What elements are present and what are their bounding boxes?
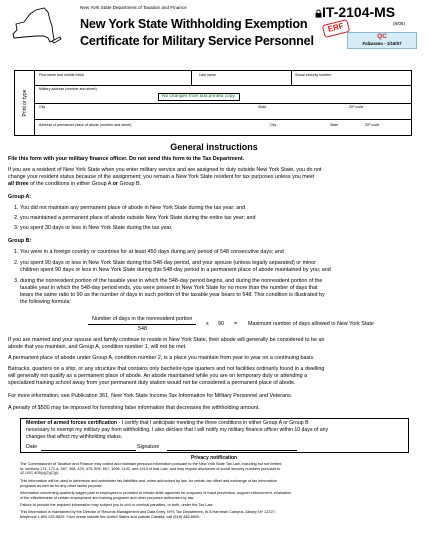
group-b-label: Group B: bbox=[8, 238, 32, 244]
abode-city-field[interactable]: City bbox=[270, 123, 277, 127]
b3-number: 3. bbox=[14, 278, 19, 284]
lock-icon bbox=[315, 9, 322, 18]
department-name: New York State Department of Taxation and Finance bbox=[80, 5, 187, 10]
formula-times: x bbox=[206, 321, 209, 327]
intro-line1: If you are a resident of New York State when you enter military service and are assigned to duty outside New York State, you do not bbox=[8, 167, 322, 173]
form-number: IT-2104-MS bbox=[322, 4, 396, 20]
print-or-type-label: Print or type bbox=[15, 71, 35, 136]
certification-line2: necessary to exempt my military pay from withholding. I also declare that I will notify my military finance officer within 10 days of any bbox=[26, 427, 329, 433]
intro-line2: change your resident status because of the assignment; you remain a New York State resident for tax purposes unless you meet bbox=[8, 174, 315, 180]
erf-stamp: ERF bbox=[322, 19, 350, 38]
signature-label: Signature bbox=[137, 444, 160, 450]
intro-line3: all three of the conditions in either Group A or Group B. bbox=[8, 181, 142, 187]
date-input[interactable] bbox=[41, 450, 136, 451]
group-a-label: Group A: bbox=[8, 194, 32, 200]
certification-box bbox=[20, 418, 409, 453]
abode-zip-field[interactable]: ZIP code bbox=[365, 123, 380, 127]
married-note-line1: If you are married and your spouse and family continue to reside in New York State, their abode will generally be considered to be an bbox=[8, 337, 325, 343]
prefill-note: No changes from last printed copy. bbox=[158, 93, 240, 101]
group-a-condition-1: You did not maintain any permanent place of abode in New York State during the tax year; and bbox=[20, 205, 246, 211]
instructions-heading: General instructions bbox=[170, 142, 258, 152]
group-a-condition-3: you spent 30 days or less in New York State during the tax year. bbox=[20, 225, 173, 231]
penalty-note: A penalty of $500 may be imposed for furnishing false information that decreases the withholding amount. bbox=[8, 405, 260, 411]
publication-note: For more information, see Publication 361, New York State Income Tax Information for Military Personnel and Veterans. bbox=[8, 393, 293, 399]
formula-ninety: 90 bbox=[218, 321, 224, 327]
ssn-field[interactable]: Social security number bbox=[295, 73, 332, 77]
barracks-note-line2: will generally not qualify as a permanent place of abode. An abode maintained while you are on temporary duty or attending a bbox=[8, 373, 308, 379]
privacy-line8: Failure to provide the required information may subject you to civil or criminal penalties, or both, under the Tax Law. bbox=[20, 503, 214, 507]
barracks-note-line3: specialized training school away from your permanent duty station would not be considered a permanent place of abode. bbox=[8, 380, 296, 386]
group-b-condition-2-line2: children spent 90 days or less in New York State during this 548-day period in a permanent place of abode maintained by you; and bbox=[20, 267, 331, 273]
group-b-condition-1: You were in a foreign country or countries for at least 450 days during any period of 548 consecutive days; and bbox=[20, 249, 284, 255]
b2-number: 2. bbox=[14, 260, 19, 266]
form-title-line1: New York State Withholding Exemption bbox=[80, 17, 308, 31]
barracks-note-line1: Barracks, quarters on a ship, or any structure that contains only bachelor-type quarters and not facilities ordinarily found in a dwelling bbox=[8, 366, 325, 372]
zip-field[interactable]: ZIP code bbox=[349, 105, 364, 109]
a2-number: 2. bbox=[14, 215, 19, 221]
a3-number: 3. bbox=[14, 225, 19, 231]
military-address-field[interactable]: Military address (number and street) bbox=[39, 87, 97, 91]
qc-label: QC bbox=[377, 33, 387, 40]
formula-equals: = bbox=[234, 321, 238, 327]
abode-state-field[interactable]: State bbox=[330, 123, 339, 127]
formula-result: Maximum number of days allowed in New York State bbox=[248, 321, 374, 327]
privacy-line6: Information concerning quarterly wages paid to employees is provided to certain state agencies for purposes of fraud prevention, support enforcement, evaluation bbox=[20, 491, 292, 495]
qc-box bbox=[347, 32, 417, 49]
b1-number: 1. bbox=[14, 249, 19, 255]
group-b-condition-3-line1: during the nonresident portion of the taxable year in which the 548-day period begins, and during the nonresident portion of the bbox=[20, 278, 323, 284]
group-b-condition-3-line4: the following formula: bbox=[20, 299, 71, 305]
first-name-field[interactable]: First name and middle initial bbox=[39, 73, 84, 77]
privacy-line3: 42 USC 405(c)(2)(C)(i). bbox=[20, 471, 60, 475]
group-a-condition-2: you maintained a permanent place of abode outside New York State during the entire tax year; and bbox=[20, 215, 256, 221]
group-b-condition-3-line3: bears the same ratio to 90 as the number of days in such portion of the taxable year bears to 548. This condition is illustrated by bbox=[20, 292, 325, 298]
signature-input[interactable] bbox=[167, 450, 297, 451]
formula-numerator: Number of days in the nonresident portion bbox=[92, 316, 193, 322]
married-note-line2: abode that you maintain, and Group A, condition number 1, will not be met. bbox=[8, 344, 187, 350]
privacy-line1: The Commissioner of Taxation and Finance may collect and maintain personal information pursuant to the New York State Tax Law, including but not limited bbox=[20, 462, 282, 466]
date-label: Date bbox=[26, 444, 37, 450]
revision-date: (8/05) bbox=[393, 21, 406, 26]
privacy-line2: to, sections 171, 171-a, 287, 308, 429, 475, 505, 697, 1096, 1142, and 1415 of that Law; and may require disclosure of social security numbers pursuant to bbox=[20, 466, 281, 471]
a1-number: 1. bbox=[14, 205, 19, 211]
form-title-line2: Certificate for Military Service Personnel bbox=[80, 34, 314, 48]
file-note: File this form with your military finance officer. Do not send this form to the Tax Department. bbox=[8, 156, 245, 162]
abode-address-field[interactable]: Address of permanent place of abode (number and street) bbox=[39, 123, 132, 127]
privacy-line7: of the effectiveness of certain employment and training programs and other purposes authorized by law. bbox=[20, 495, 195, 500]
city-field[interactable]: City bbox=[39, 105, 46, 109]
new-york-state-outline-icon bbox=[10, 4, 62, 50]
group-b-condition-3-line2: taxable year in which the 548-day period ends, you were present in New York State for no more than the number of days that bbox=[20, 285, 318, 291]
state-field[interactable]: State bbox=[258, 105, 267, 109]
privacy-line10: telephone 1 800 225-5829. From areas outside the United States and outside Canada, call (518) 485-6800. bbox=[20, 514, 201, 519]
identification-box bbox=[14, 70, 412, 136]
qc-detail: Falzarano - 1/16/07 bbox=[362, 41, 402, 46]
certification-line3: changes that affect my withholding status. bbox=[26, 434, 123, 440]
abode-definition: A permanent place of abode under Group A, condition number 2, is a place you maintain from year to year on a continuing basis. bbox=[8, 355, 315, 361]
last-name-field[interactable]: Last name bbox=[199, 73, 216, 77]
formula-denominator: 548 bbox=[138, 326, 147, 332]
certification-line1: Member of armed forces certification - I certify that I anticipate meeting the three conditions in either Group A or Group B bbox=[26, 420, 309, 426]
privacy-line4: This information will be used to determine and administer tax liabilities and, when authorized by law, for certain tax offset and exchange of tax information bbox=[20, 479, 277, 483]
privacy-line5: programs as well as for any other lawful purpose. bbox=[20, 483, 103, 488]
privacy-heading: Privacy notification bbox=[190, 455, 238, 461]
group-b-condition-2-line1: you spent 90 days or less in New York State during this 548-day period, and your spouse (unless legally separated) or minor bbox=[20, 260, 317, 266]
privacy-line9: This information is maintained by the Director of Records Management and Data Entry, NYS Tax Department, W A Harriman Campus, Albany NY 12227; bbox=[20, 510, 276, 514]
